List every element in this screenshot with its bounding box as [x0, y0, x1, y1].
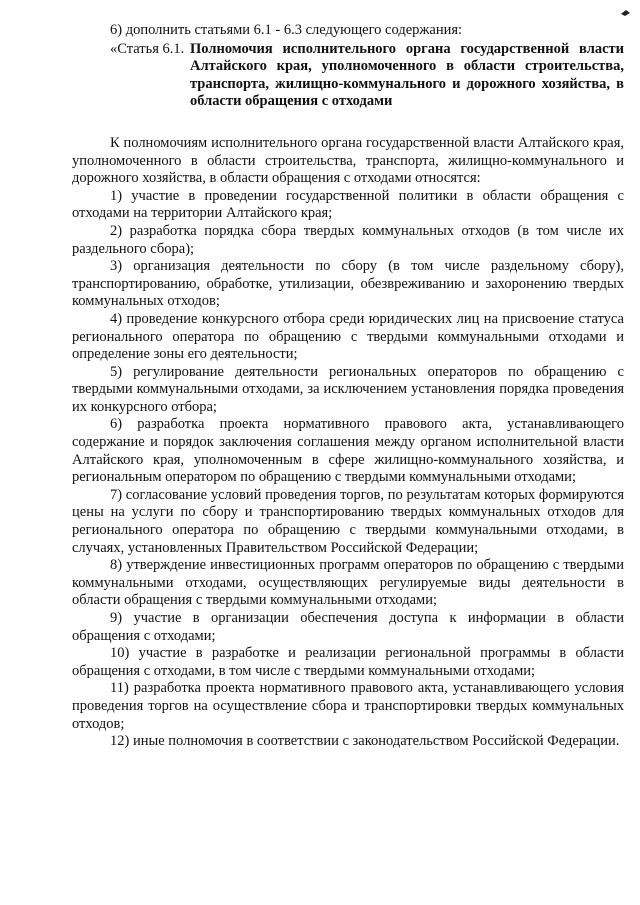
amendment-intro: 6) дополнить статьями 6.1 - 6.3 следующего содержания:	[110, 22, 463, 38]
list-item: 6) разработка проекта нормативного правового акта, устанавливающего содержание и порядок заключения соглашения между органом исполнительной власти Алтайского края, уполномоченным в сфере жилищно-коммунального хозяйства, и региональным оператором по обращению с твердыми коммунальными отходами;	[72, 416, 624, 486]
list-item: 1) участие в проведении государственной политики в области обращения с отходами на территории Алтайского края;	[72, 187, 624, 222]
article-lead-paragraph: К полномочиям исполнительного органа государственной власти Алтайского края, уполномоченного в области строительства, транспорта, жилищно-коммунального и дорожного хозяйства, в области обращения с отходами относятся:	[72, 134, 624, 187]
list-item: 10) участие в разработке и реализации региональной программы в области обращения с отходами, в том числе с твердыми коммунальными отходами;	[72, 645, 624, 679]
list-item: 3) организация деятельности по сбору (в том числе раздельному сбору), транспортированию, обработке, утилизации, обезвреживанию и захоронению твердых коммунальных отходов;	[72, 258, 624, 310]
list-item: 5) регулирование деятельности региональных операторов по обращению с твердыми коммунальными отходами, за исключением установления порядка проведения их конкурсного отбора;	[72, 363, 624, 415]
list-item: 8) утверждение инвестиционных программ операторов по обращению с твердыми коммунальными отходами, осуществляющих регулируемые виды деятельности в области обращения с твердыми коммунальными отходами;	[72, 557, 624, 609]
list-item: 11) разработка проекта нормативного правового акта, устанавливающего условия проведения торгов на осуществление сбора и транспортировки твердых коммунальных отходов;	[72, 680, 624, 732]
scan-mark-icon	[621, 10, 630, 16]
list-item: 7) согласование условий проведения торгов, по результатам которых формируются цены на услуги по сбору и транспортированию твердых коммунальных отходов для регионального оператора по обращению с твердыми коммунальными отходами, в случаях, установленных Правительством Российской Федерации;	[72, 486, 624, 556]
article-label: «Статья 6.1.	[110, 40, 185, 57]
powers-list	[72, 188, 624, 751]
article-heading	[110, 41, 624, 111]
list-item: 2) разработка порядка сбора твердых коммунальных отходов (в том числе их раздельного сбора);	[72, 222, 624, 257]
article-title: Полномочия исполнительного органа государственной власти Алтайского края, уполномоченного в области строительства, транспорта, жилищно-коммунального и дорожного хозяйства, в области обращения с отходами	[190, 40, 624, 110]
list-item: 9) участие в организации обеспечения доступа к информации в области обращения с отходами;	[72, 610, 624, 644]
list-item: 4) проведение конкурсного отбора среди юридических лиц на присвоение статуса регионального оператора по обращению с твердыми коммунальными отходами и определение зоны его деятельности;	[72, 310, 624, 363]
document-page	[72, 22, 624, 751]
list-item: 12) иные полномочия в соответствии с законодательством Российской Федерации.	[110, 733, 620, 750]
